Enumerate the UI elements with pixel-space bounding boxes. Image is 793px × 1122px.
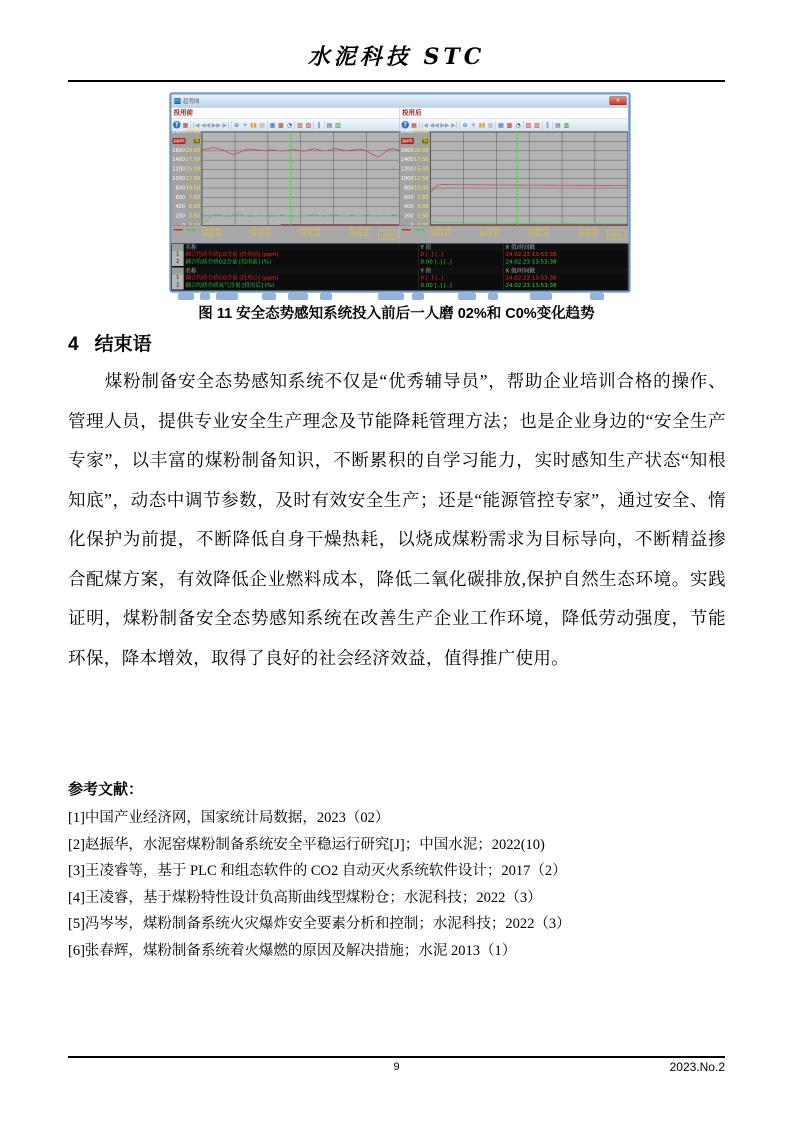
grid-icon[interactable]: ▦ <box>498 121 504 129</box>
y-tick-ppm: 800 <box>175 185 185 191</box>
trend-line <box>202 214 399 224</box>
toolbar-separator <box>324 121 325 129</box>
row-number: 2 <box>172 282 184 290</box>
y-axis-ppm <box>400 128 415 226</box>
artifact-blob <box>378 293 404 300</box>
y-tick-percent: 17.50 <box>185 156 200 163</box>
y-tick-ppm: 2000 <box>400 128 414 135</box>
last-frame-icon[interactable]: ▶| <box>222 121 230 129</box>
reference-item: [5]冯岑岑，煤粉制备系统火灾爆炸安全要素分析和控制；水泥科技；2022（3） <box>68 916 571 932</box>
y-tick-ppm: 1000 <box>400 175 414 182</box>
compress-icon[interactable]: ▧ <box>525 121 532 129</box>
panels-row <box>172 108 629 243</box>
trend-plot[interactable] <box>202 132 400 226</box>
y-tick-percent: 15.00 <box>414 166 429 172</box>
y-tick-percent: 25.00 <box>414 128 429 135</box>
trend-line <box>431 222 628 224</box>
y-value: 0 [..] [..] <box>419 275 504 283</box>
zoom-icon[interactable]: ⊕ <box>462 121 468 129</box>
figure-caption: 图 11 安全态势感知系统投入前后一人磨 02%和 C0%变化趋势 <box>198 306 595 322</box>
time-tick: 15:00:00 24.02.23 <box>349 227 370 238</box>
toolbar-separator <box>523 121 524 129</box>
column-header: Y 值 <box>419 268 504 275</box>
y-tick-ppm: 1400 <box>172 156 185 163</box>
artifact-blob <box>262 293 276 300</box>
trend-plot[interactable] <box>430 132 628 226</box>
y-tick-ppm: 600 <box>403 194 414 201</box>
signal-name: 耦合均质介质CO含量 [投用后] (ppm) <box>184 275 419 283</box>
y-tick-percent: 2.50 <box>417 213 429 219</box>
window-title: 趋势图 <box>183 97 200 105</box>
toolbar-separator <box>231 121 232 129</box>
y-tick-percent: 2.50 <box>188 213 200 219</box>
y-tick-ppm: 600 <box>175 194 185 201</box>
rewind-icon[interactable]: ◀◀ <box>429 121 439 129</box>
y-tick-ppm: 1400 <box>400 156 414 163</box>
first-frame-icon[interactable]: |◀ <box>421 121 428 129</box>
y-axis-percent <box>414 128 430 226</box>
signal-tables <box>172 243 629 291</box>
artifact-blob <box>458 293 476 300</box>
time-tick: 13:00:00 24.02.23 <box>250 227 271 238</box>
export-icon[interactable]: ▥ <box>563 121 570 129</box>
artifact-blob <box>288 293 308 300</box>
reference-item: [3]王凌睿等，基于 PLC 和组态软件的 CO2 自动灭火系统软件设计；2017（2） <box>68 863 567 879</box>
column-header: 名称 <box>184 268 419 275</box>
page-number: 9 <box>393 1061 400 1073</box>
toolbar-separator <box>495 121 496 129</box>
y-tick-percent: 5.00 <box>188 203 200 210</box>
artifact-blob <box>200 293 210 300</box>
grid-config-icon[interactable]: ▩ <box>506 121 513 129</box>
y-tick-percent: 17.50 <box>414 156 429 163</box>
y-tick-ppm: 1600 <box>400 147 414 154</box>
issue-number: 2023.No.2 <box>669 1060 725 1074</box>
first-frame-icon[interactable]: |◀ <box>192 121 200 129</box>
y-axis-ppm <box>172 128 187 226</box>
row-number-header <box>172 268 184 275</box>
artifact-blob <box>412 293 424 300</box>
rewind-icon[interactable]: ◀◀ <box>201 121 211 129</box>
x-axis <box>172 226 400 243</box>
table-row[interactable] <box>172 259 628 267</box>
panel-label: 投用后 <box>400 108 628 119</box>
signal-name: 耦合均质介质CO含量 [投用前] (ppm) <box>184 251 419 259</box>
x-timestamp: 24.02.23 13:53:38 <box>504 251 628 259</box>
section-heading <box>68 329 152 356</box>
panel-before <box>172 108 401 243</box>
y-tick-percent: 20.00 <box>185 147 200 154</box>
x-timestamp: 24.02.23 13:53:38 <box>504 275 628 283</box>
y-tick-ppm: 200 <box>175 213 185 219</box>
header-rule <box>68 80 725 82</box>
references-list <box>68 805 668 964</box>
compress-icon[interactable]: ▧ <box>297 121 303 129</box>
toolbar-separator <box>294 121 295 129</box>
percent-unit-badge: % <box>194 138 199 144</box>
row-number: 1 <box>172 275 184 283</box>
pause-icon[interactable]: ‖ <box>545 121 549 129</box>
time-range-button[interactable]: 时间 <box>607 230 626 240</box>
help-icon[interactable]: ? <box>402 121 410 129</box>
column-header: 名称 <box>184 244 419 251</box>
co-pen-swatch <box>402 229 411 231</box>
y-tick-ppm: 400 <box>403 203 414 210</box>
y-tick-percent: 25.00 <box>185 128 200 135</box>
o2-pen-swatch <box>187 229 196 231</box>
column-header: X 值/时间戳 <box>504 268 628 275</box>
toolbar-separator <box>552 121 553 129</box>
close-button[interactable]: ✕ <box>610 97 627 106</box>
pens-icon[interactable]: ▮▮ <box>250 121 257 129</box>
column-header: X 值/时间戳 <box>504 244 628 251</box>
x-axis <box>400 226 628 243</box>
panel-toolbar <box>400 119 628 132</box>
snapshot-icon[interactable]: ▦ <box>259 121 265 129</box>
signal-table <box>172 268 628 290</box>
y-tick-percent: 5.00 <box>417 203 429 210</box>
footer-rule <box>68 1056 725 1058</box>
references-heading: 参考文献： <box>68 781 144 798</box>
time-tick: 14:00:00 24.02.23 <box>528 227 549 238</box>
last-frame-icon[interactable]: ▶| <box>451 121 458 129</box>
row-number-header <box>172 244 184 251</box>
grid-config-icon[interactable]: ▩ <box>278 121 284 129</box>
y-tick-percent: 10.00 <box>185 185 200 191</box>
co-pen-swatch <box>174 229 183 231</box>
trend-line <box>431 184 628 192</box>
pen-legend <box>174 229 196 231</box>
y-tick-percent: 15.00 <box>185 166 200 172</box>
clock-icon[interactable]: ◔ <box>515 121 521 129</box>
reference-item: [4]王凌睿，基于煤粉特性设计负高斯曲线型煤粉仓；水泥科技；2022（3） <box>68 889 542 906</box>
reference-item: [2]赵振华，水泥窑煤粉制备系统安全平稳运行研究[J]；中国水泥；2022(10) <box>68 836 545 853</box>
export-icon[interactable]: ▥ <box>335 121 341 129</box>
signal-name: 耦合均质介质氧气含量 [投用后] (%) <box>184 282 419 290</box>
y-tick-ppm: 1000 <box>172 175 185 182</box>
time-ticks <box>202 228 370 238</box>
window-titlebar[interactable] <box>172 95 629 108</box>
toolbar-separator <box>191 121 192 129</box>
background-icons-strip <box>170 293 630 301</box>
artifact-blob <box>530 293 552 300</box>
y-tick-percent: 12.50 <box>414 175 429 182</box>
clock-icon[interactable]: ◔ <box>286 121 293 129</box>
y-tick-ppm: 200 <box>403 213 414 219</box>
pan-icon[interactable]: + <box>470 121 476 129</box>
y-value: 0 [..] [..] <box>419 251 504 259</box>
artifact-blob <box>590 293 604 300</box>
pen-legend <box>402 229 424 231</box>
forward-icon[interactable]: ▶▶ <box>440 121 450 129</box>
table-row[interactable] <box>172 251 628 259</box>
percent-unit-badge: % <box>423 138 428 144</box>
signal-table <box>172 244 628 266</box>
forward-icon[interactable]: ▶▶ <box>211 121 221 129</box>
y-tick-percent: 7.50 <box>417 194 429 201</box>
artifact-blob <box>178 293 194 300</box>
time-tick: 14:00:00 24.02.23 <box>300 227 321 238</box>
section-number: 4 <box>68 334 79 355</box>
column-header: Y 值 <box>419 244 504 251</box>
time-range-button[interactable]: 时间 <box>379 230 398 240</box>
row-number: 1 <box>172 251 184 259</box>
journal-title: 水泥科技 STC <box>307 44 486 70</box>
y-tick-ppm: 1200 <box>400 166 414 172</box>
trend-window <box>170 93 630 292</box>
o2-pen-swatch <box>415 229 424 231</box>
time-tick: 12:00:00 24.02.23 <box>201 227 222 238</box>
toolbar-separator <box>313 121 314 129</box>
y-tick-percent: 7.50 <box>188 194 200 201</box>
help-icon[interactable]: ? <box>173 121 181 129</box>
y-value: 0.00 [..] [..] <box>419 282 504 290</box>
table-row[interactable] <box>172 275 628 283</box>
y-tick-ppm: 800 <box>403 185 414 191</box>
x-timestamp: 24.02.23 13:53:38 <box>504 282 628 290</box>
y-axis <box>172 128 202 226</box>
print-icon[interactable]: ▤ <box>326 121 333 129</box>
x-timestamp: 24.02.23 13:53:38 <box>504 259 628 267</box>
artifact-blob <box>216 293 238 300</box>
toolbar-separator <box>419 121 420 129</box>
y-tick-ppm: 1200 <box>172 166 185 172</box>
figure-screenshot <box>170 93 630 292</box>
y-tick-percent: 12.50 <box>185 175 200 182</box>
grid-icon[interactable]: ▦ <box>269 121 276 129</box>
panel-after <box>400 108 629 243</box>
artifact-blob <box>320 293 332 300</box>
table-header-row <box>172 268 628 275</box>
print-icon[interactable]: ▤ <box>555 121 561 129</box>
time-tick: 15:00:00 24.02.23 <box>577 227 598 238</box>
signal-name: 耦合均质介质O2含量 [投用前] (%) <box>184 259 419 267</box>
time-tick: 13:00:00 24.02.23 <box>479 227 500 238</box>
table-row[interactable] <box>172 282 628 290</box>
y-tick-ppm: 2000 <box>172 128 185 135</box>
body-paragraph: 煤粉制备安全态势感知系统不仅是“优秀辅导员”，帮助企业培训合格的操作、管理人员，提供专业安全生产理念及节能降耗管理方法；也是企业身边的“安全生产专家”，以丰富的煤粉制备知识，不断累积的自学习能力，实时感知生产状态“知根知底”，动态中调节参数，及时有效安全生产；还是“能源管控专家”，通过安全、惰化保护为前提，不断降低自身干燥热耗，以烧成煤粉需求为目标导向，不断精益掺合配煤方案，有效降低企业燃料成本，降低二氧化碳排放,保护自然生态环境。实践证明，煤粉制备安全态势感知系统在改善生产企业工作环境，降低劳动强度，节能环保，降本增效，取得了良好的社会经济效益，值得推广使用。 <box>68 371 726 668</box>
y-tick-ppm: 400 <box>175 203 185 210</box>
toolbar-separator <box>267 121 268 129</box>
pause-icon[interactable]: ‖ <box>317 121 321 129</box>
zoom-icon[interactable]: ⊕ <box>233 121 239 129</box>
ppm-unit-badge: ppm <box>173 138 184 144</box>
toolbar-separator <box>542 121 543 129</box>
trend-line <box>202 148 399 157</box>
stretch-icon[interactable]: ▨ <box>305 121 312 129</box>
reference-item: [6]张春辉，煤粉制备系统着火爆燃的原因及解决措施；水泥 2013（1） <box>68 942 517 959</box>
section-title: 结束语 <box>94 334 152 355</box>
toolbar-separator <box>459 121 460 129</box>
app-icon <box>175 98 181 104</box>
pens-icon[interactable]: ▮▮ <box>478 121 486 129</box>
snapshot-icon[interactable]: ▦ <box>487 121 494 129</box>
time-tick: 12:00:00 24.02.23 <box>430 227 451 238</box>
y-tick-percent: 20.00 <box>414 147 429 154</box>
artifact-blob <box>488 293 498 300</box>
y-tick-ppm: 1600 <box>172 147 185 154</box>
time-ticks <box>430 228 598 238</box>
report-icon[interactable]: ▦ <box>411 121 417 129</box>
report-icon[interactable]: ▦ <box>182 121 189 129</box>
table-header-row <box>172 244 628 251</box>
ppm-unit-badge: ppm <box>402 138 413 144</box>
pan-icon[interactable]: + <box>242 121 248 129</box>
stretch-icon[interactable]: ▨ <box>534 121 540 129</box>
y-axis <box>400 128 430 226</box>
y-axis-percent <box>185 128 202 226</box>
reference-item: [1]中国产业经济网，国家统计局数据，2023（02） <box>68 810 390 826</box>
row-number: 2 <box>172 259 184 267</box>
y-value: 0.00 [..] [..] <box>419 259 504 267</box>
panel-label: 投用前 <box>172 108 400 119</box>
panel-toolbar <box>172 119 400 132</box>
y-tick-percent: 10.00 <box>414 185 429 191</box>
